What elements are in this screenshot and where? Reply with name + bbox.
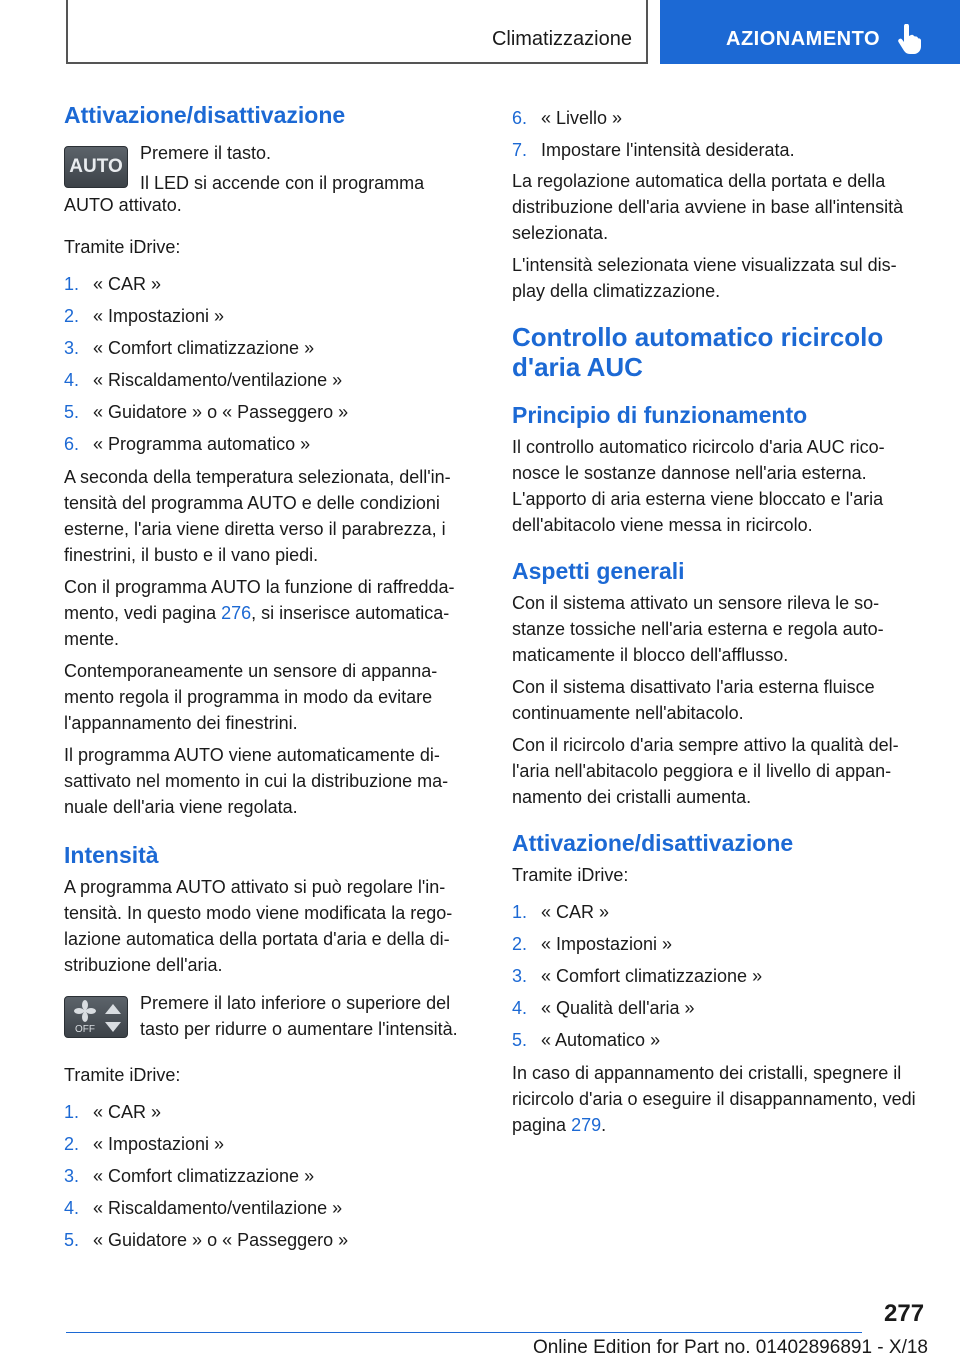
idrive-steps-list [512,896,924,1056]
paragraph: La regolazione automatica della portata e della distribuzione dell'aria avviene in base all'intensità selezionata. [512,171,904,243]
heading-principle: Principio di funzionamento [512,402,808,428]
list-item [64,1128,476,1160]
list-item-text: « Qualità dell'aria » [541,998,695,1018]
list-item-text: « CAR » [541,902,610,922]
fan-text-a: Premere il lato inferiore o superiore del [140,993,451,1013]
heading-auc: Controllo automatico ricircolo d'aria AUC [512,322,884,382]
list-item-number: 3. [64,1166,80,1186]
list-item-number: 5. [512,1030,528,1050]
list-item-text: « CAR » [93,1102,162,1122]
led-text-a: Il LED si accende con il programma [140,173,425,193]
fan-intensity-button-icon [64,996,128,1038]
list-item [64,1096,476,1128]
paragraph: Il programma AUTO viene automaticamente di-sattivato nel momento in cui la distribuzione ma-nuale dell'aria viene regolata. [64,745,449,817]
list-item-number: 6. [64,434,80,454]
list-item-number: 6. [512,108,528,128]
list-item-number: 7. [512,140,528,160]
list-item [64,268,476,300]
list-item-text: « Guidatore » o « Passeggero » [93,402,349,422]
page-number: 277 [884,1300,925,1327]
list-item-text: « Impostazioni » [541,934,673,954]
list-item-number: 4. [64,370,80,390]
list-item-number: 2. [64,306,80,326]
heading-activation-auc: Attivazione/disattivazione [512,830,794,856]
list-item-number: 4. [64,1198,80,1218]
paragraph: Con il sistema disattivato l'aria esterna fluisce continuamente nell'abitacolo. [512,677,875,723]
list-item-text: « Comfort climatizzazione » [541,966,763,986]
page-link[interactable]: 279 [571,1115,602,1135]
list-item-number: 1. [64,1102,80,1122]
paragraph: Con il sistema attivato un sensore rileva le so-stanze tossiche nell'aria esterna e regola auto-maticamente il blocco dell'afflusso. [512,593,884,665]
list-item-number: 5. [64,1230,80,1250]
left-column [64,100,476,1256]
list-item [512,960,924,992]
list-item [64,428,476,460]
paragraph: Con il ricircolo d'aria sempre attivo la qualità del-l'aria nell'abitacolo peggiora e il livello di appan-namento dei cristalli aumenta. [512,735,899,807]
list-item-text: « Guidatore » o « Passeggero » [93,1230,349,1250]
list-item [512,134,924,166]
list-item-text: « CAR » [93,274,162,294]
hand-pointer-icon [896,24,922,54]
idrive-label: Tramite iDrive: [512,865,629,885]
list-item-number: 4. [512,998,528,1018]
auto-button-row [64,140,476,200]
auto-button-icon: AUTO [64,146,128,188]
list-item [64,1224,476,1256]
paragraph: A programma AUTO attivato si può regolare l'in-tensità. In questo modo viene modificata la rego-lazione automatica della portata d'aria e della di-stribuzione dell'aria. [64,877,453,975]
idrive-steps-list [64,268,476,460]
svg-text:OFF: OFF [75,1024,95,1035]
list-item [64,1192,476,1224]
list-item [64,396,476,428]
list-item-text: « Impostazioni » [93,306,225,326]
list-item-number: 3. [64,338,80,358]
list-item [512,928,924,960]
list-item [512,992,924,1024]
list-item [64,300,476,332]
list-item-number: 1. [64,274,80,294]
list-item [512,102,924,134]
list-item [512,896,924,928]
list-item [64,1160,476,1192]
edition-footer: Online Edition for Part no. 01402896891 - X/18 [532,1337,928,1358]
fan-button-row [64,990,476,1056]
list-item-text: « Livello » [541,108,623,128]
heading-general: Aspetti generali [512,558,685,584]
list-item-number: 2. [64,1134,80,1154]
list-item [512,1024,924,1056]
idrive-steps-list [64,1096,476,1256]
list-item-number: 5. [64,402,80,422]
paragraph: Il controllo automatico ricircolo d'aria AUC rico-nosce le sostanze dannose nell'aria esterna. L'apporto di aria esterna viene bloccato e l'aria dell'abitacolo viene messa in ricircolo. [512,437,885,535]
right-column [512,100,924,1144]
list-item-text: « Riscaldamento/ventilazione » [93,1198,343,1218]
idrive-label: Tramite iDrive: [64,1065,181,1085]
paragraph: A seconda della temperatura selezionata, dell'in-tensità del programma AUTO e delle condizioni esterne, l'aria viene diretta verso il parabrezza, i finestrini, il busto e il vano piedi. [64,467,451,565]
list-item-number: 2. [512,934,528,954]
list-item-number: 3. [512,966,528,986]
chapter-title: AZIONAMENTO [726,28,881,50]
paragraph: Con il programma AUTO la funzione di raffredda-mento, vedi pagina 276, si inserisce automatica-mente. [64,577,455,649]
idrive-label: Tramite iDrive: [64,237,181,257]
list-item-text: Impostare l'intensità desiderata. [541,140,795,160]
list-item [64,332,476,364]
list-item-text: « Comfort climatizzazione » [93,338,315,358]
list-item-text: « Programma automatico » [93,434,311,454]
heading-intensity: Intensità [64,842,159,868]
list-item [64,364,476,396]
press-key-text: Premere il tasto. [140,143,272,163]
idrive-steps-list [512,102,924,166]
list-item-number: 1. [512,902,528,922]
heading-activation: Attivazione/disattivazione [64,102,346,128]
fan-text-b: tasto per ridurre o aumentare l'intensità. [140,1019,458,1039]
list-item-text: « Comfort climatizzazione » [93,1166,315,1186]
led-text-b: AUTO attivato. [64,195,182,215]
paragraph: Contemporaneamente un sensore di appanna-mento regola il programma in modo da evitare l'appannamento dei finestrini. [64,661,438,733]
header-section-box [66,0,648,64]
paragraph: In caso di appannamento dei cristalli, spegnere il ricircolo d'aria o eseguire il disappannamento, vedi pagina 279. [512,1063,916,1135]
chapter-tab[interactable] [660,0,960,64]
paragraph: L'intensità selezionata viene visualizzata sul dis-play della climatizzazione. [512,255,897,301]
section-title: Climatizzazione [491,28,632,50]
footer-divider [66,1332,862,1333]
list-item-text: « Automatico » [541,1030,661,1050]
page-link[interactable]: 276 [221,603,252,623]
list-item-text: « Impostazioni » [93,1134,225,1154]
fan-icon [67,998,125,1036]
list-item-text: « Riscaldamento/ventilazione » [93,370,343,390]
